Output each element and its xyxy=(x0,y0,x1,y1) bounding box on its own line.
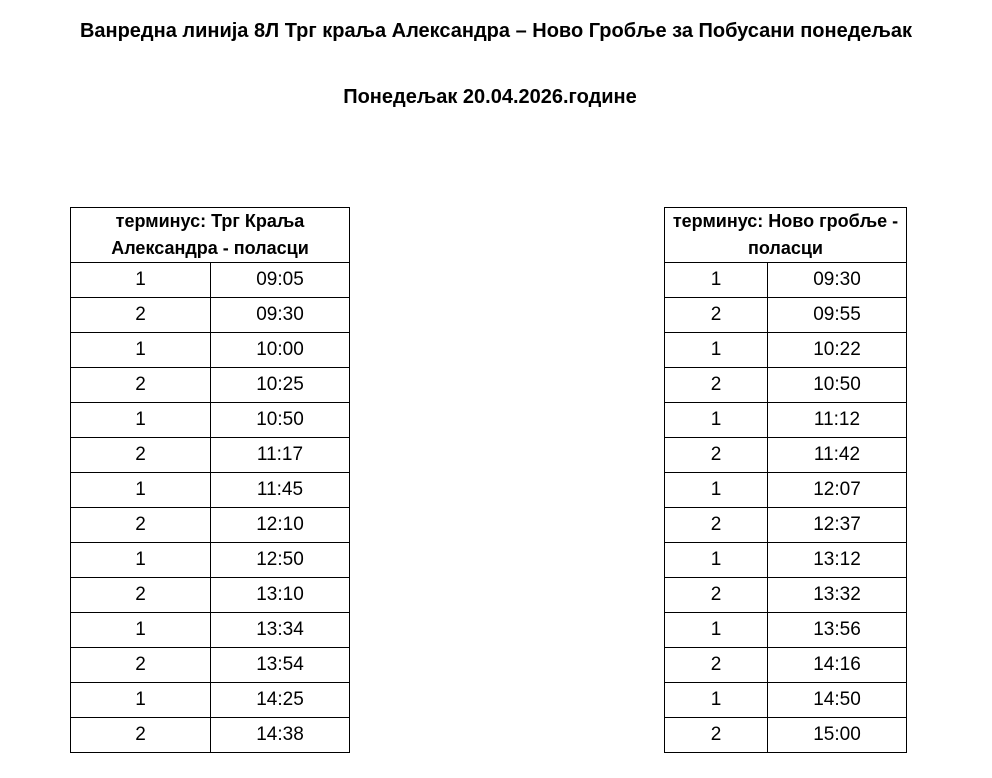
vehicle-number-cell: 2 xyxy=(665,648,768,683)
vehicle-number-cell: 2 xyxy=(665,578,768,613)
table-row xyxy=(665,718,907,753)
vehicle-number-cell: 2 xyxy=(71,438,211,473)
departure-time-cell: 10:25 xyxy=(211,368,350,403)
departure-time-cell: 11:42 xyxy=(768,438,907,473)
table-row xyxy=(665,508,907,543)
table-row xyxy=(665,578,907,613)
table-row xyxy=(71,298,350,333)
table-row xyxy=(71,718,350,753)
departure-time-cell: 11:17 xyxy=(211,438,350,473)
vehicle-number-cell: 1 xyxy=(71,263,211,298)
vehicle-number-cell: 1 xyxy=(665,473,768,508)
table-row xyxy=(665,648,907,683)
departure-time-cell: 12:10 xyxy=(211,508,350,543)
vehicle-number-cell: 1 xyxy=(71,683,211,718)
table-row xyxy=(71,543,350,578)
vehicle-number-cell: 1 xyxy=(665,263,768,298)
table-row xyxy=(665,298,907,333)
table-row xyxy=(71,613,350,648)
table-row xyxy=(71,508,350,543)
departure-time-cell: 14:38 xyxy=(211,718,350,753)
departure-time-cell: 13:10 xyxy=(211,578,350,613)
table-row xyxy=(665,333,907,368)
table-body-right xyxy=(665,263,907,753)
vehicle-number-cell: 1 xyxy=(665,333,768,368)
table-body-left xyxy=(71,263,350,753)
vehicle-number-cell: 1 xyxy=(71,543,211,578)
vehicle-number-cell: 1 xyxy=(665,613,768,648)
departure-time-cell: 10:50 xyxy=(211,403,350,438)
departure-time-cell: 13:32 xyxy=(768,578,907,613)
vehicle-number-cell: 1 xyxy=(71,403,211,438)
vehicle-number-cell: 2 xyxy=(71,578,211,613)
table-row xyxy=(71,263,350,298)
departure-time-cell: 13:12 xyxy=(768,543,907,578)
table-row xyxy=(665,543,907,578)
departure-time-cell: 09:30 xyxy=(211,298,350,333)
table-header-left: терминус: Трг Краља Александра - поласци xyxy=(71,208,350,263)
departure-time-cell: 09:05 xyxy=(211,263,350,298)
departure-time-cell: 10:22 xyxy=(768,333,907,368)
vehicle-number-cell: 2 xyxy=(71,368,211,403)
departure-time-cell: 12:07 xyxy=(768,473,907,508)
vehicle-number-cell: 1 xyxy=(665,403,768,438)
departure-time-cell: 09:55 xyxy=(768,298,907,333)
departure-time-cell: 14:25 xyxy=(211,683,350,718)
table-row xyxy=(665,403,907,438)
departure-time-cell: 13:56 xyxy=(768,613,907,648)
vehicle-number-cell: 1 xyxy=(71,473,211,508)
departure-time-cell: 13:54 xyxy=(211,648,350,683)
table-row xyxy=(71,333,350,368)
vehicle-number-cell: 1 xyxy=(71,333,211,368)
departure-time-cell: 12:37 xyxy=(768,508,907,543)
table-row xyxy=(665,368,907,403)
schedule-table-trg-kralja-aleksandra xyxy=(70,207,350,753)
departure-time-cell: 10:50 xyxy=(768,368,907,403)
table-row xyxy=(71,368,350,403)
vehicle-number-cell: 2 xyxy=(71,298,211,333)
departure-time-cell: 14:50 xyxy=(768,683,907,718)
vehicle-number-cell: 2 xyxy=(71,718,211,753)
table-row xyxy=(71,403,350,438)
departure-time-cell: 11:12 xyxy=(768,403,907,438)
table-row xyxy=(71,648,350,683)
departure-time-cell: 09:30 xyxy=(768,263,907,298)
departure-time-cell: 14:16 xyxy=(768,648,907,683)
table-row xyxy=(71,683,350,718)
vehicle-number-cell: 1 xyxy=(665,543,768,578)
vehicle-number-cell: 2 xyxy=(665,718,768,753)
table-row xyxy=(71,578,350,613)
table-row xyxy=(665,438,907,473)
table-row xyxy=(665,683,907,718)
vehicle-number-cell: 2 xyxy=(71,648,211,683)
vehicle-number-cell: 2 xyxy=(71,508,211,543)
vehicle-number-cell: 2 xyxy=(665,368,768,403)
table-header-right: терминус: Ново гробље - поласци xyxy=(665,208,907,263)
vehicle-number-cell: 2 xyxy=(665,438,768,473)
document-title: Ванредна линија 8Л Трг краља Александра – Ново Гробље за Побусани понедељак xyxy=(79,20,913,42)
vehicle-number-cell: 2 xyxy=(665,298,768,333)
table-row xyxy=(665,473,907,508)
table-row xyxy=(665,613,907,648)
departure-time-cell: 12:50 xyxy=(211,543,350,578)
departure-time-cell: 13:34 xyxy=(211,613,350,648)
vehicle-number-cell: 2 xyxy=(665,508,768,543)
table-row xyxy=(71,438,350,473)
date-line: Понедељак 20.04.2026.године xyxy=(343,86,637,108)
table-row xyxy=(665,263,907,298)
vehicle-number-cell: 1 xyxy=(71,613,211,648)
vehicle-number-cell: 1 xyxy=(665,683,768,718)
departure-time-cell: 15:00 xyxy=(768,718,907,753)
departure-time-cell: 11:45 xyxy=(211,473,350,508)
table-row xyxy=(71,473,350,508)
departure-time-cell: 10:00 xyxy=(211,333,350,368)
schedule-table-novo-groblje xyxy=(664,207,907,753)
